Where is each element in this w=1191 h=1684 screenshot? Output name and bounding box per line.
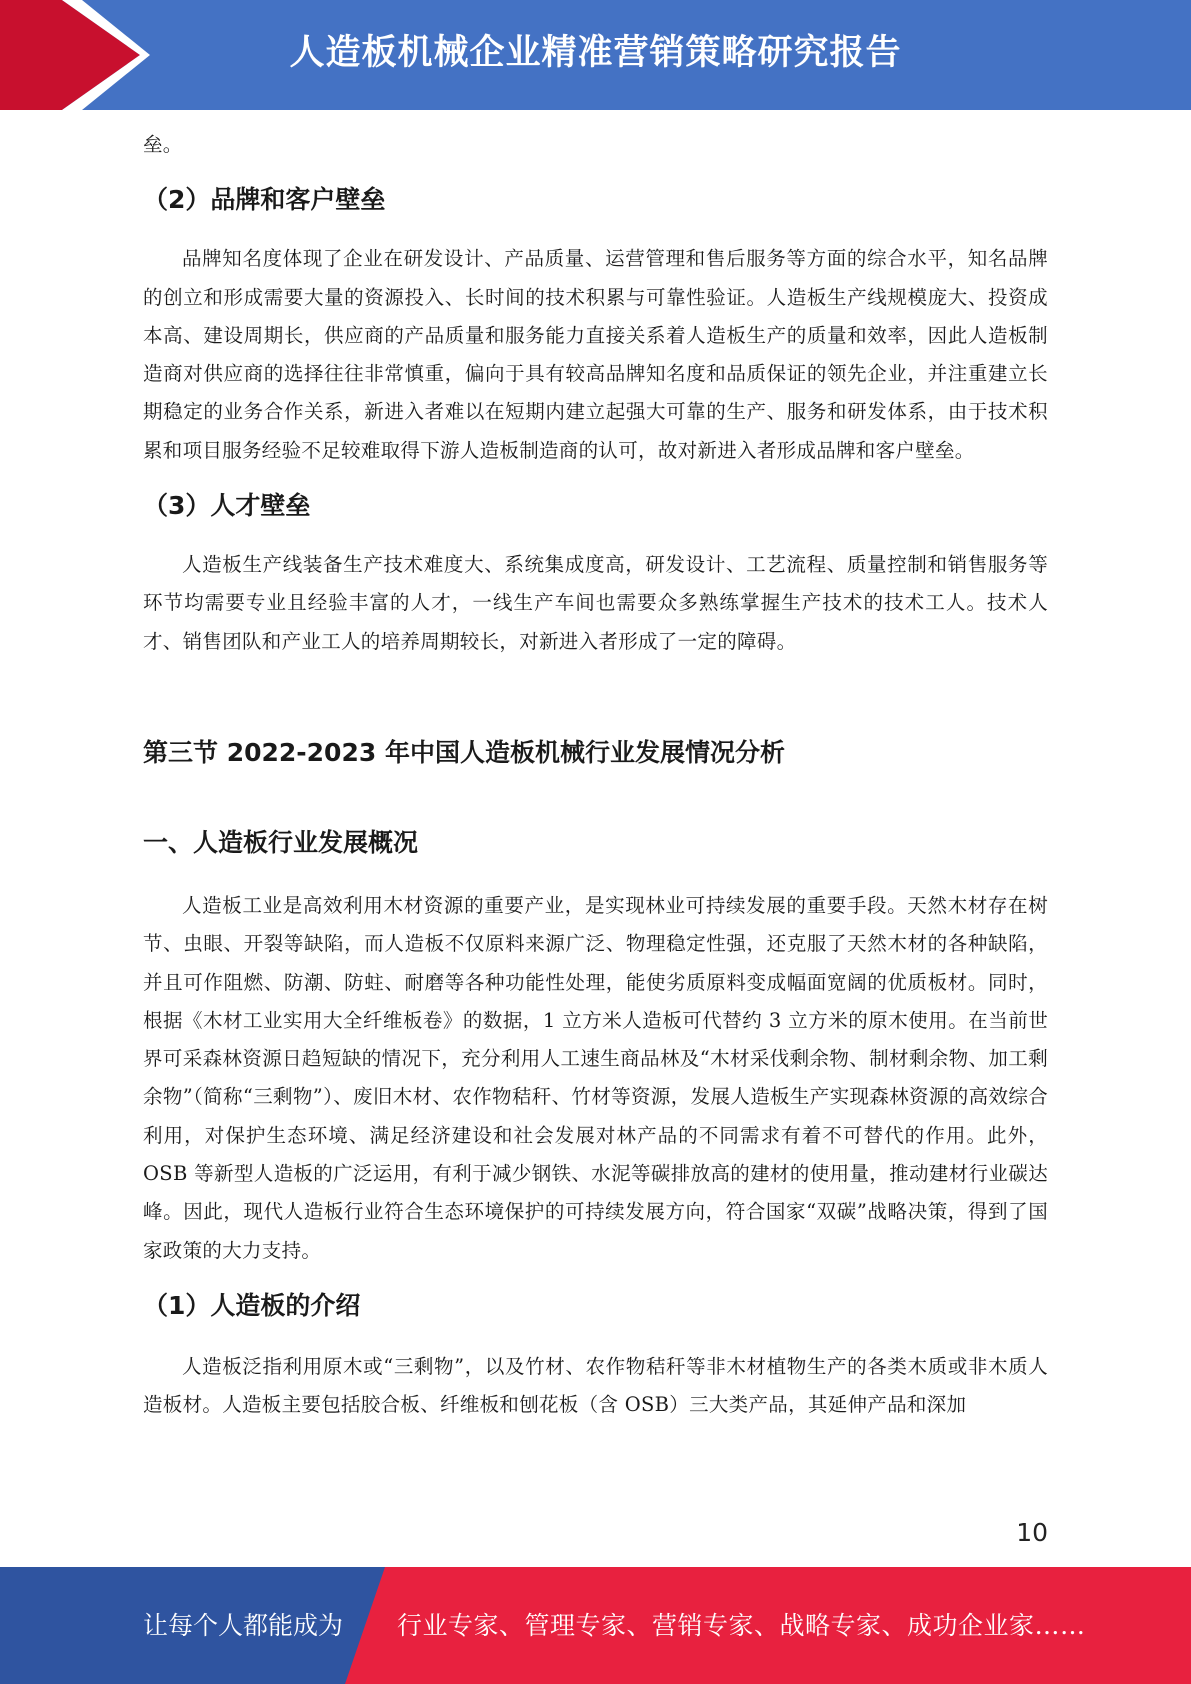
overview-paragraph: 人造板工业是高效利用木材资源的重要产业，是实现林业可持续发展的重要手段。天然木材存在树节、虫眼、开裂等缺陷，而人造板不仅原料来源广泛、物理稳定性强，还克服了天然木材的各种缺陷，并且可作阻燃、防潮、防蛀、耐磨等各种功能性处理，能使劣质原料变成幅面宽阔的优质板材。同时，根据《木材工业实用大全纤维板卷》的数据，1 立方米人造板可代替约 3 立方米的原木使用。在当前世界可采森林资源日趋短缺的情况下，充分利用人工速生商品林及“木材采伐剩余物、制材剩余物、加工剩余物”（简称“三剩物”）、废旧木材、农作物秸秆、竹材等资源，发展人造板生产实现森林资源的高效综合利用，对保护生态环境、满足经济建设和社会发展对林产品的不同需求有着不可替代的作用。此外，OSB 等新型人造板的广泛运用，有利于减少钢铁、水泥等碳排放高的建材的使用量，推动建材行业碳达峰。因此，现代人造板行业符合生态环境保护的可持续发展方向，符合国家“双碳”战略决策，得到了国家政策的大力支持。 bbox=[143, 893, 1048, 1262]
overview-heading: 一、人造板行业发展概况 bbox=[143, 827, 419, 857]
footer-slogan-right: 行业专家、管理专家、营销专家、战略专家、成功企业家…… bbox=[397, 1611, 1086, 1640]
continuation-text: 垒。 bbox=[143, 133, 183, 156]
brand-barrier-heading: （2）品牌和客户壁垒 bbox=[143, 185, 386, 215]
report-title: 人造板机械企业精准营销策略研究报告 bbox=[289, 33, 902, 73]
section-heading: 第三节 2022-2023 年中国人造板机械行业发展情况分析 bbox=[143, 737, 785, 767]
intro-heading: （1）人造板的介绍 bbox=[143, 1290, 361, 1320]
talent-barrier-paragraph: 人造板生产线装备生产技术难度大、系统集成度高，研发设计、工艺流程、质量控制和销售服务等环节均需要专业且经验丰富的人才，一线生产车间也需要众多熟练掌握生产技术的技术工人。技术人才、销售团队和产业工人的培养周期较长，对新进入者形成了一定的障碍。 bbox=[143, 553, 1048, 653]
page-content bbox=[143, 126, 1048, 1425]
intro-paragraph: 人造板泛指利用原木或“三剩物”，以及竹材、农作物秸秆等非木材植物生产的各类木质或非木质人造板材。人造板主要包括胶合板、纤维板和刨花板（含 OSB）三大类产品，其延伸产品和深加 bbox=[143, 1354, 1048, 1417]
footer-slogan-left: 让每个人都能成为 bbox=[143, 1611, 344, 1640]
talent-barrier-heading: （3）人才壁垒 bbox=[143, 491, 311, 521]
page-footer bbox=[0, 1567, 1191, 1684]
page-header bbox=[0, 0, 1191, 110]
brand-barrier-paragraph: 品牌知名度体现了企业在研发设计、产品质量、运营管理和售后服务等方面的综合水平，知名品牌的创立和形成需要大量的资源投入、长时间的技术积累与可靠性验证。人造板生产线规模庞大、投资成本高、建设周期长，供应商的产品质量和服务能力直接关系着人造板生产的质量和效率，因此人造板制造商对供应商的选择往往非常慎重，偏向于具有较高品牌知名度和品质保证的领先企业，并注重建立长期稳定的业务合作关系，新进入者难以在短期内建立起强大可靠的生产、服务和研发体系，由于技术积累和项目服务经验不足较难取得下游人造板制造商的认可，故对新进入者形成品牌和客户壁垒。 bbox=[143, 247, 1048, 462]
page-number: 10 bbox=[1016, 1518, 1048, 1547]
